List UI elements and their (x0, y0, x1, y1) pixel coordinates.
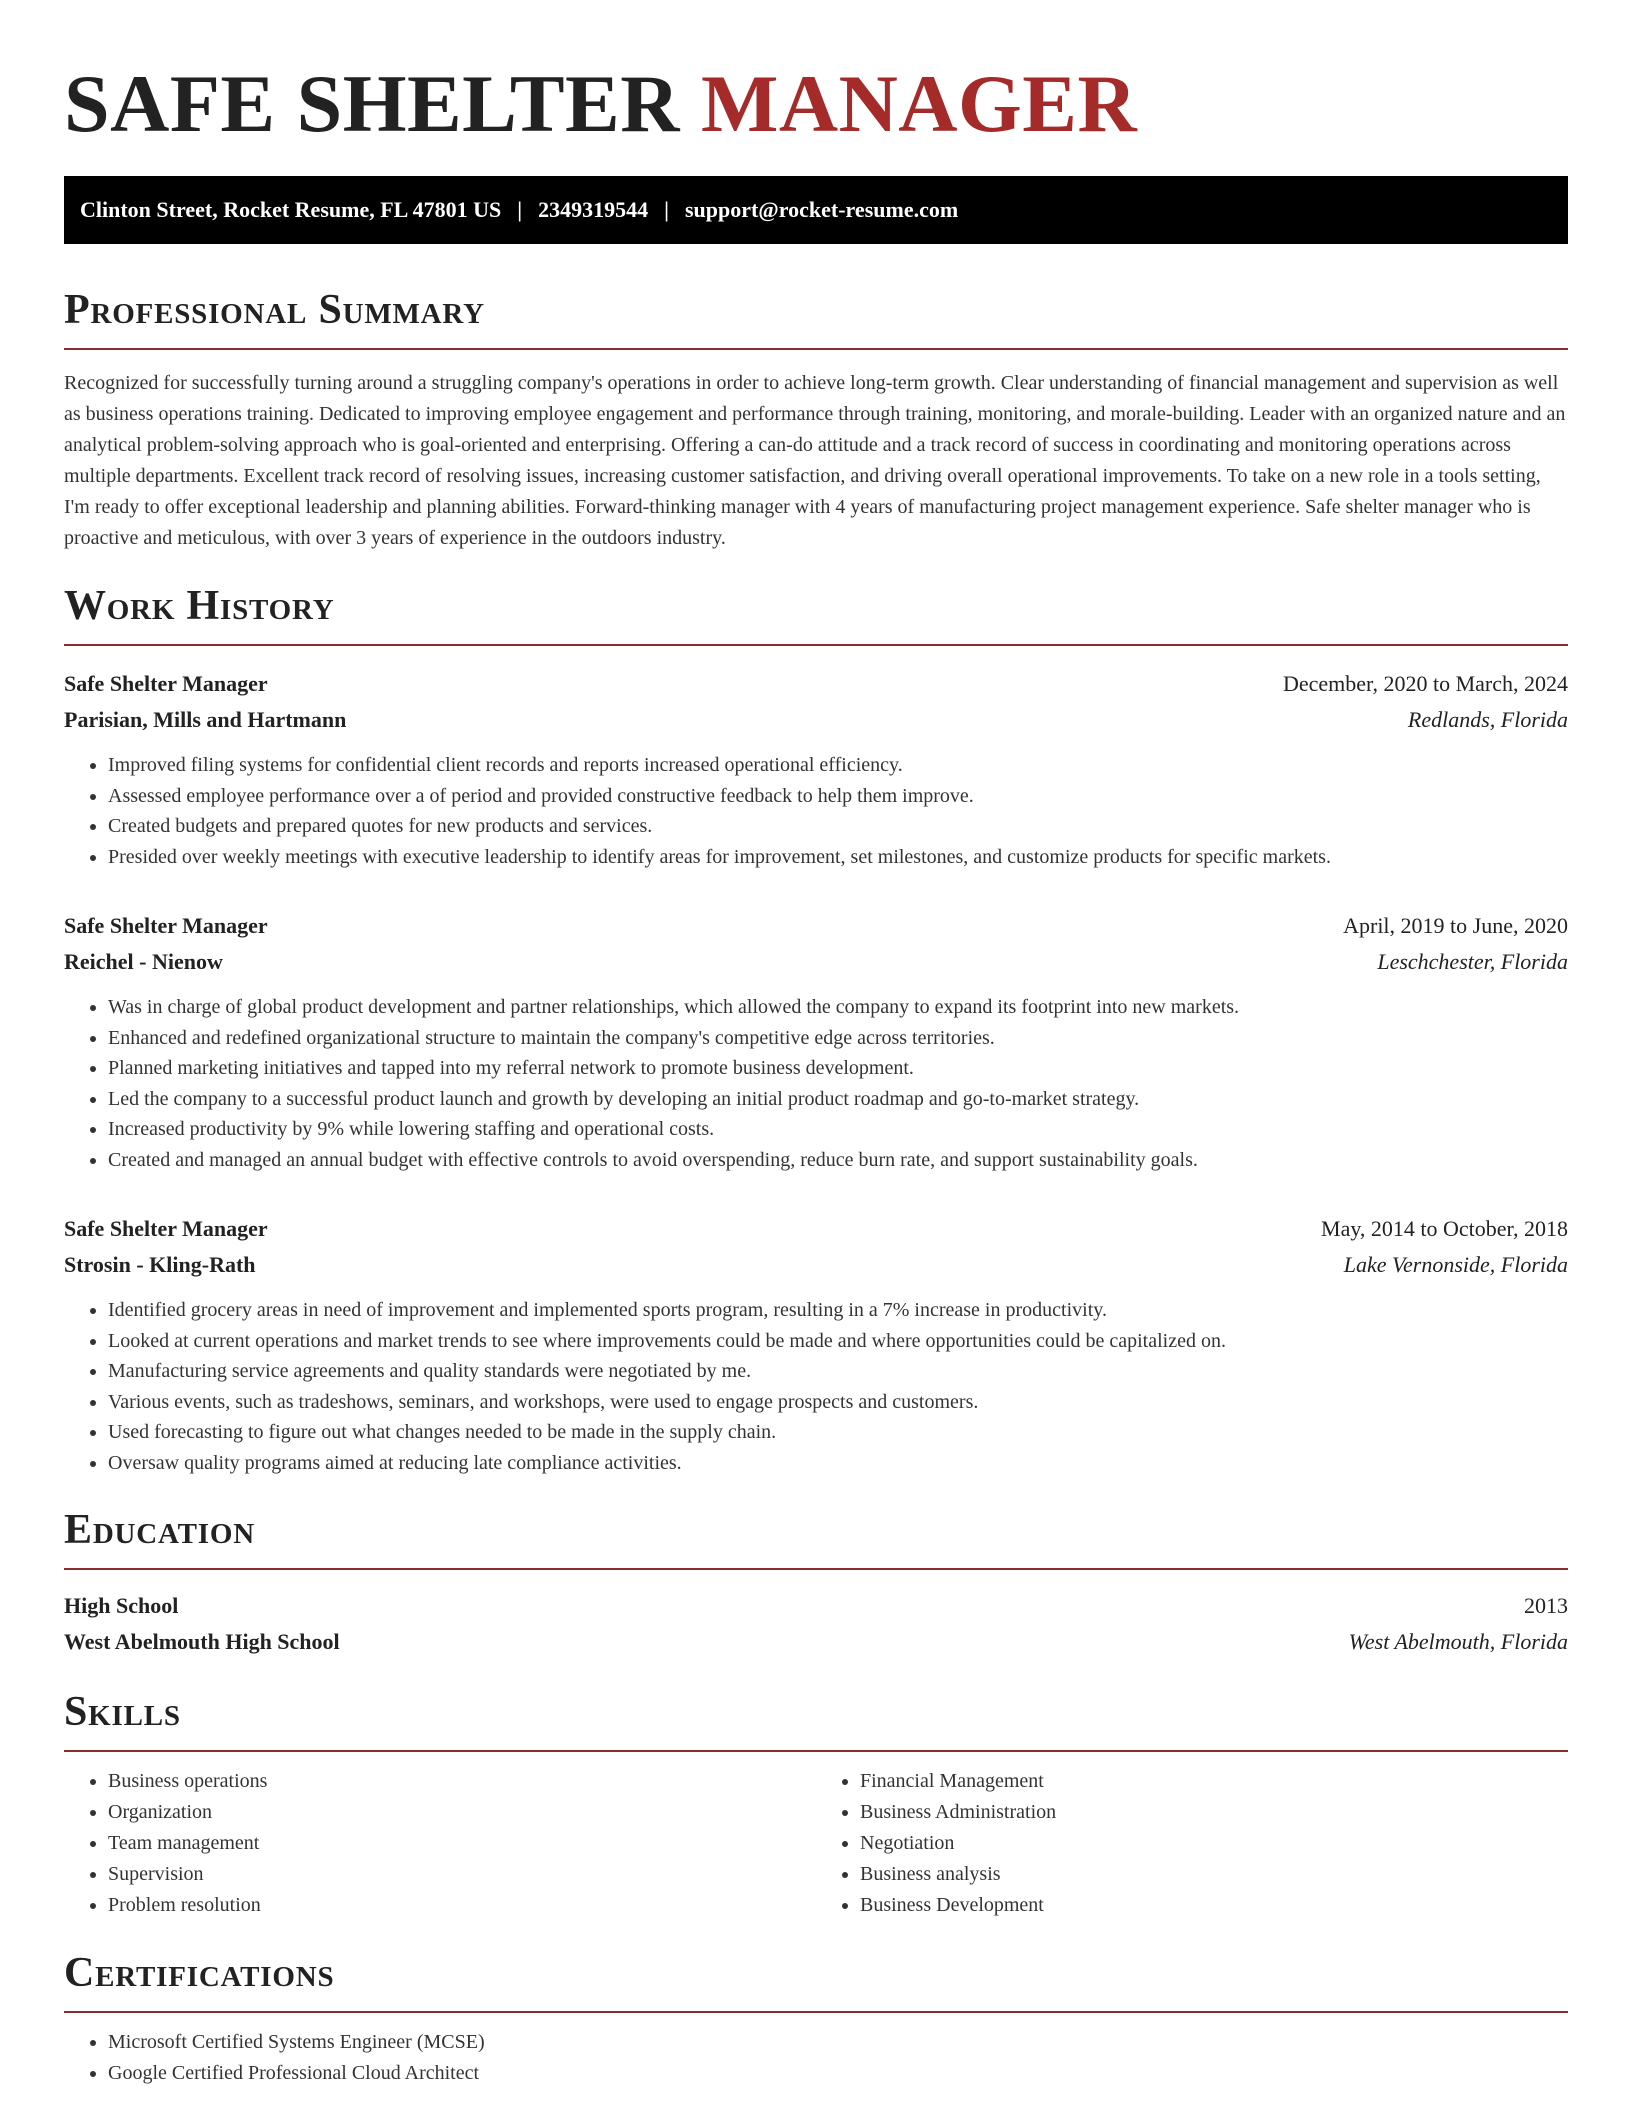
job-company: Parisian, Mills and Hartmann (64, 707, 347, 732)
list-item: • Business Development (860, 1890, 1568, 1921)
certifications-section (64, 1947, 1568, 2088)
name-first: SAFE SHELTER (64, 58, 680, 149)
list-item: • Google Certified Professional Cloud Architect (108, 2058, 1568, 2089)
list-item: • Created and managed an annual budget with effective controls to avoid overspending, reduce burn rate, and support sustainability goals. (108, 1145, 1568, 1176)
list-item: • Increased productivity by 9% while lowering staffing and operational costs. (108, 1114, 1568, 1145)
summary-section (64, 284, 1568, 554)
work-history-section (64, 580, 1568, 1478)
job-dates: April, 2019 to June, 2020 (1343, 913, 1568, 938)
section-divider (64, 644, 1568, 646)
job-dates: May, 2014 to October, 2018 (1321, 1216, 1568, 1241)
job-company: Strosin - Kling-Rath (64, 1252, 256, 1277)
job-bullets (64, 750, 1568, 872)
skills-title: Skills (64, 1689, 181, 1735)
section-divider (64, 1568, 1568, 1570)
name-accent: MANAGER (700, 58, 1138, 149)
list-item: • Organization (108, 1797, 816, 1828)
list-item: • Assessed employee performance over a of period and provided constructive feedback to help them improve. (108, 781, 1568, 812)
section-divider (64, 348, 1568, 350)
resume-name (64, 60, 1568, 148)
summary-text: Recognized for successfully turning around a struggling company's operations in order to achieve long-term growth. Clear understanding of financial management and supervision as well as business operations training. Dedicated to improving employee engagement and performance through training, monitoring, and morale-building. Leader with an organized nature and an analytical problem-solving approach who is goal-oriented and enterprising. Offering a can-do attitude and a track record of success in coordinating and monitoring operations across multiple departments. Excellent track record of resolving issues, increasing customer satisfaction, and driving overall operational improvements. To take on a new role in a tools setting, I'm ready to offer exceptional leadership and planning abilities. Forward-thinking manager with 4 years of manufacturing project management experience. Safe shelter manager who is proactive and meticulous, with over 3 years of experience in the outdoors industry. (64, 372, 1566, 549)
list-item: • Microsoft Certified Systems Engineer (MCSE) (108, 2027, 1568, 2058)
list-item: • Business operations (108, 1766, 816, 1797)
job-bullets (64, 992, 1568, 1175)
list-item: • Negotiation (860, 1828, 1568, 1859)
education-entry (64, 1588, 1568, 1660)
skills-section (64, 1686, 1568, 1921)
certifications-title: Certifications (64, 1950, 335, 1996)
list-item: • Problem resolution (108, 1890, 816, 1921)
list-item: • Improved filing systems for confidential client records and reports increased operational efficiency. (108, 750, 1568, 781)
list-item: • Team management (108, 1828, 816, 1859)
skills-columns (64, 1766, 1568, 1921)
contact-email: support@rocket-resume.com (684, 197, 959, 222)
education-section (64, 1504, 1568, 1660)
list-item: • Supervision (108, 1859, 816, 1890)
list-item: • Created budgets and prepared quotes for new products and services. (108, 811, 1568, 842)
job-entry (64, 908, 1568, 1175)
certifications-list (64, 2027, 1568, 2088)
list-item: • Used forecasting to figure out what changes needed to be made in the supply chain. (108, 1417, 1568, 1448)
contact-separator: | (517, 197, 523, 222)
list-item: • Business Administration (860, 1797, 1568, 1828)
job-role: Safe Shelter Manager (64, 671, 268, 696)
list-item: • Planned marketing initiatives and tapped into my referral network to promote business development. (108, 1053, 1568, 1084)
contact-phone: 2349319544 (538, 197, 649, 222)
list-item: • Led the company to a successful product launch and growth by developing an initial product roadmap and go-to-market strategy. (108, 1084, 1568, 1115)
work-history-title: Work History (64, 583, 335, 629)
education-degree: High School (64, 1593, 179, 1618)
list-item: • Oversaw quality programs aimed at reducing late compliance activities. (108, 1448, 1568, 1479)
list-item: • Financial Management (860, 1766, 1568, 1797)
job-location: Leschchester, Florida (1377, 949, 1568, 974)
job-dates: December, 2020 to March, 2024 (1282, 671, 1568, 696)
skills-list-right (816, 1766, 1568, 1921)
section-divider (64, 1750, 1568, 1752)
job-entry (64, 666, 1568, 872)
education-year: 2013 (1524, 1593, 1568, 1618)
list-item: • Presided over weekly meetings with executive leadership to identify areas for improvement, set milestones, and customize products for specific markets. (108, 842, 1568, 873)
job-role: Safe Shelter Manager (64, 913, 268, 938)
education-school: West Abelmouth High School (64, 1629, 340, 1654)
section-divider (64, 2011, 1568, 2013)
list-item: • Identified grocery areas in need of improvement and implemented sports program, resulting in a 7% increase in productivity. (108, 1295, 1568, 1326)
job-location: Lake Vernonside, Florida (1343, 1252, 1568, 1277)
education-title: Education (64, 1507, 255, 1553)
contact-address: Clinton Street, Rocket Resume, FL 47801 US (80, 197, 502, 222)
job-bullets (64, 1295, 1568, 1478)
list-item: • Looked at current operations and market trends to see where improvements could be made and where opportunities could be capitalized on. (108, 1326, 1568, 1357)
job-company: Reichel - Nienow (64, 949, 223, 974)
summary-title: Professional Summary (64, 287, 485, 333)
list-item: • Manufacturing service agreements and quality standards were negotiated by me. (108, 1356, 1568, 1387)
job-entry (64, 1211, 1568, 1478)
skills-list-left (64, 1766, 816, 1921)
list-item: • Enhanced and redefined organizational structure to maintain the company's competitive edge across territories. (108, 1023, 1568, 1054)
education-location: West Abelmouth, Florida (1348, 1629, 1568, 1654)
contact-bar (64, 176, 1568, 244)
list-item: • Was in charge of global product development and partner relationships, which allowed the company to expand its footprint into new markets. (108, 992, 1568, 1023)
list-item: • Various events, such as tradeshows, seminars, and workshops, were used to engage prospects and customers. (108, 1387, 1568, 1418)
list-item: • Business analysis (860, 1859, 1568, 1890)
job-location: Redlands, Florida (1407, 707, 1568, 732)
contact-separator: | (664, 197, 669, 222)
job-role: Safe Shelter Manager (64, 1216, 268, 1241)
